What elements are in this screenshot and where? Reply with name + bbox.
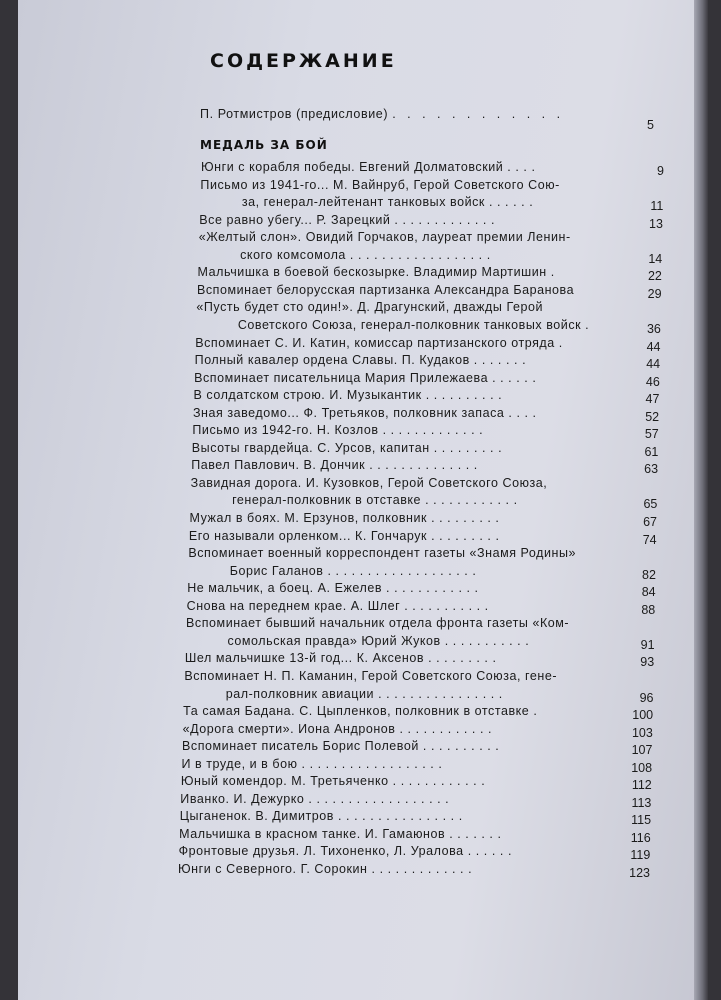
- toc-entry-text: Вспоминает писатель Борис Полевой . . . . . . . . . .: [182, 739, 500, 754]
- toc-entry-text: Мальчишка в красном танке. И. Гамаюнов . . . . . . .: [179, 826, 502, 841]
- toc-page-number: 116: [630, 830, 651, 845]
- toc-entry-text: Завидная дорога. И. Кузовков, Герой Советского Союза,: [190, 475, 548, 490]
- toc-page-number: 63: [644, 462, 659, 477]
- toc-page-number: 67: [643, 515, 657, 529]
- toc-page-number: 115: [631, 813, 652, 828]
- toc-page-number: 82: [642, 567, 656, 582]
- toc-page-number: 93: [640, 655, 655, 670]
- toc-page-number: 108: [631, 760, 653, 775]
- toc-page-number: 100: [632, 708, 654, 723]
- toc-entry-text: за, генерал-лейтенант танковых войск . . . . . .: [241, 195, 534, 210]
- toc-page-number: 57: [644, 427, 659, 442]
- toc-entry-text: Вспоминает бывший начальник отдела фронта газеты «Ком-: [186, 616, 570, 631]
- toc-page-number: 113: [631, 795, 652, 810]
- toc-entry-text: Иванко. И. Дежурко . . . . . . . . . . . . . . . . . .: [180, 791, 450, 806]
- toc-page-number: 119: [630, 848, 651, 863]
- toc-page-number: 84: [641, 585, 656, 600]
- toc-page-number: 65: [643, 497, 658, 512]
- preface-text: П. Ротмистров (предисловие): [200, 107, 389, 121]
- toc-entry-text: Вспоминает белорусская партизанка Александра Баранова: [196, 282, 575, 297]
- toc-page-number: 11: [650, 199, 664, 214]
- toc-entry-text: Вспоминает С. И. Катин, комиссар партизанского отряда .: [195, 335, 563, 350]
- toc-page-number: 46: [645, 374, 660, 389]
- toc-page-number: 103: [631, 725, 653, 740]
- toc-page-number: 9: [657, 164, 664, 178]
- toc-entry-text: В солдатском строю. И. Музыкантик . . . . . . . . . .: [193, 388, 503, 403]
- toc-entry-text: Цыганенок. В. Димитров . . . . . . . . . . . . . . . .: [179, 809, 463, 824]
- toc-entry-text: Высоты гвардейца. С. Урсов, капитан . . . . . . . . .: [191, 440, 503, 455]
- preface-leader-dots: . . . . . . . . . . . .: [392, 107, 565, 121]
- toc-entry-text: Юнги с корабля победы. Евгений Долматовский . . . .: [201, 160, 536, 174]
- toc-entry-text: Не мальчик, а боец. А. Ежелев . . . . . . . . . . . .: [187, 581, 479, 596]
- toc-page-number: 52: [645, 409, 660, 424]
- toc-entry-text: Полный кавалер ордена Славы. П. Кудаков . . . . . . .: [194, 353, 527, 368]
- toc-entry-text: ского комсомола . . . . . . . . . . . . . . . . . .: [240, 247, 491, 262]
- toc-entry-text: Мужал в боях. М. Ерзунов, полковник . . . . . . . . .: [189, 511, 500, 525]
- toc-page-number: 112: [631, 778, 652, 793]
- toc-entry-text: сомольская правда» Юрий Жуков . . . . . . . . . . .: [227, 633, 530, 648]
- preface-page-number: 5: [647, 118, 654, 132]
- toc-entry-text: Советского Союза, генерал-полковник танковых войск .: [237, 317, 590, 332]
- toc-entry-text: Та самая Бадана. С. Цыпленков, полковник в отставке .: [183, 704, 538, 719]
- toc-entry-text: «Пусть будет сто один!». Д. Драгунский, дважды Герой: [196, 300, 543, 315]
- toc-entry-text: Борис Галанов . . . . . . . . . . . . . . . . . . .: [229, 563, 477, 578]
- toc-entry-text: рал-полковник авиации . . . . . . . . . . . . . . . .: [225, 686, 503, 701]
- toc-entry-text: «Дорога смерти». Иона Андронов . . . . . . . . . . . .: [182, 721, 493, 736]
- toc-entry-text: Все равно убегу... Р. Зарецкий . . . . . . . . . . . . .: [199, 212, 495, 227]
- toc-page-number: 13: [649, 216, 663, 231]
- toc-page-number: 107: [631, 743, 653, 758]
- toc-page-number: 29: [647, 286, 662, 301]
- toc-entry-text: Мальчишка в боевой бескозырке. Владимир Мартишин .: [197, 265, 555, 280]
- toc-page-number: 74: [642, 532, 657, 547]
- toc-page-number: 14: [648, 251, 663, 266]
- page-title: СОДЕРЖАНИЕ: [210, 50, 397, 72]
- toc-page-number: 44: [646, 357, 661, 372]
- toc-entry-text: Вспоминает Н. П. Каманин, Герой Советского Союза, гене-: [184, 668, 558, 683]
- toc-entry-text: Письмо из 1942-го. Н. Козлов . . . . . . . . . . . . .: [192, 423, 484, 438]
- section-heading: МЕДАЛЬ ЗА БОЙ: [200, 138, 328, 152]
- toc-page-number: 123: [629, 866, 650, 880]
- toc-page-number: 96: [639, 690, 654, 705]
- toc-entry-text: Его называли орленком... К. Гончарук . . . . . . . . .: [188, 528, 500, 543]
- toc-page-number: 61: [644, 444, 659, 459]
- toc-page-number: 47: [645, 392, 660, 407]
- toc-entry-text: Зная заведомо... Ф. Третьяков, полковник запаса . . . .: [192, 405, 537, 420]
- toc-entry-text: Юный комендор. М. Третьяченко . . . . . . . . . . . .: [180, 774, 486, 789]
- toc-entry-text: Юнги с Северного. Г. Сорокин . . . . . . . . . . . . .: [178, 862, 473, 876]
- toc-entry-text: И в труде, и в бою . . . . . . . . . . . . . . . . . .: [181, 756, 443, 771]
- toc-entry-text: Вспоминает военный корреспондент газеты «Знамя Родины»: [188, 546, 576, 561]
- toc-entry-text: Снова на переднем крае. А. Шлег . . . . . . . . . . .: [186, 598, 489, 613]
- toc-entry-text: генерал-полковник в отставке . . . . . . . . . . . .: [232, 493, 518, 508]
- toc-page-number: 91: [640, 637, 655, 652]
- toc-entry-text: Павел Павлович. В. Дончик . . . . . . . . . . . . . .: [191, 458, 478, 473]
- toc-entry-text: Письмо из 1941-го... М. Вайнруб, Герой Советского Сою-: [200, 177, 560, 192]
- toc-entry-text: Шел мальчишке 13-й год... К. Аксенов . . . . . . . . .: [184, 651, 497, 666]
- toc-entry-text: Вспоминает писательница Мария Прилежаева . . . . . .: [194, 370, 537, 385]
- toc-entry-text: Фронтовые друзья. Л. Тихоненко, Л. Уралова . . . . . .: [178, 844, 512, 859]
- toc-page-number: 44: [646, 339, 661, 354]
- toc-page-number: 22: [647, 269, 662, 284]
- toc-page-number: 88: [641, 602, 656, 617]
- toc-page-number: 36: [646, 321, 661, 336]
- toc-entry-text: «Желтый слон». Овидий Горчаков, лауреат премии Ленин-: [198, 230, 571, 245]
